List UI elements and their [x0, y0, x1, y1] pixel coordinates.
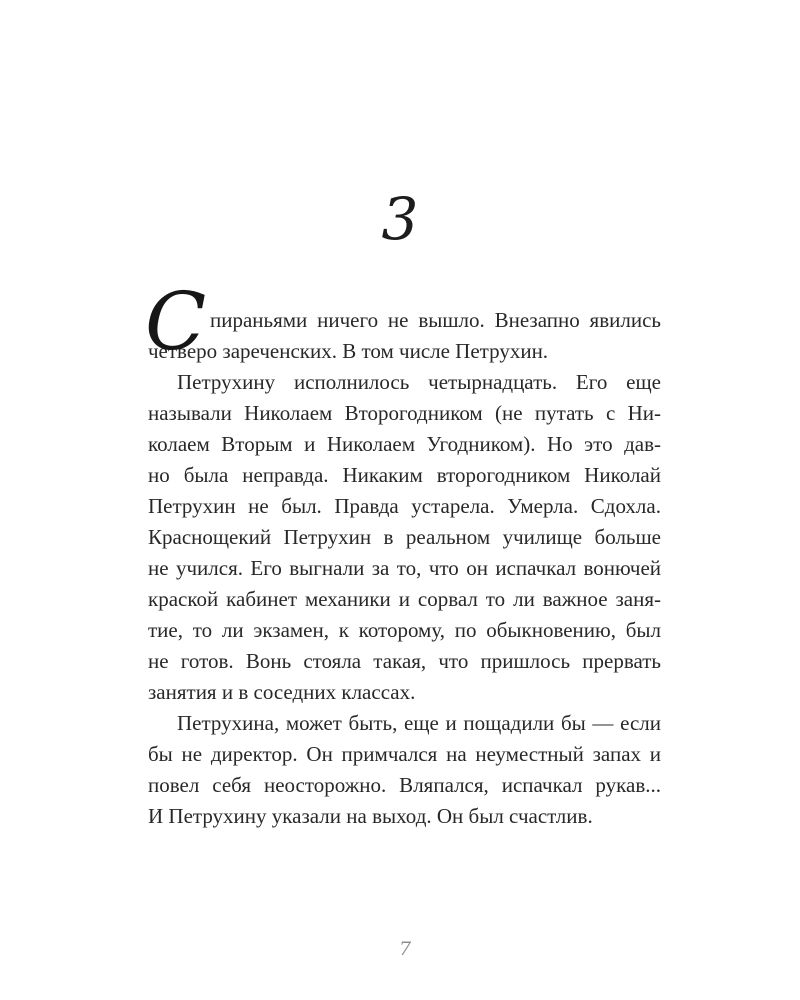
- page-number: 7: [398, 938, 412, 960]
- text-line: занятия и в соседних классах.: [148, 680, 416, 704]
- text-line: называли Николаем Второгодником (не путать с Ни-: [148, 401, 661, 425]
- text-line: колаем Вторым и Николаем Угодником). Но это дав-: [148, 432, 661, 456]
- paragraph: [148, 708, 661, 832]
- text-line: но была неправда. Никаким второгодником Николай: [148, 463, 661, 487]
- chapter-number: 3: [381, 185, 419, 253]
- text-line: краской кабинет механики и сорвал то ли важное заня-: [148, 587, 661, 611]
- text-line: пираньями ничего не вышло. Внезапно явились: [210, 308, 661, 332]
- text-line: И Петрухину указали на выход. Он был счастлив.: [148, 804, 593, 828]
- text-line: Петрухина, может быть, еще и пощадили бы — если: [177, 711, 661, 735]
- text-block: [145, 275, 661, 832]
- paragraph: [148, 367, 661, 708]
- text-line: Петрухин не был. Правда устарела. Умерла. Сдохла.: [148, 494, 661, 518]
- text-line: не учился. Его выгнали за то, что он испачкал вонючей: [148, 556, 661, 580]
- text-line: повел себя неосторожно. Вляпался, испачкал рукав...: [148, 773, 661, 797]
- text-line: не готов. Вонь стояла такая, что пришлось прервать: [148, 649, 661, 673]
- text-line: бы не директор. Он примчался на неуместный запах и: [148, 742, 661, 766]
- text-line: Петрухину исполнилось четырнадцать. Его еще: [177, 370, 661, 394]
- text-line: четверо зареченских. В том числе Петрухин.: [148, 339, 549, 363]
- text-line: тие, то ли экзамен, к которому, по обыкновению, был: [148, 618, 661, 642]
- text-line: Краснощекий Петрухин в реальном училище больше: [148, 525, 661, 549]
- paragraph: [145, 275, 661, 368]
- drop-cap-letter: С: [145, 275, 207, 368]
